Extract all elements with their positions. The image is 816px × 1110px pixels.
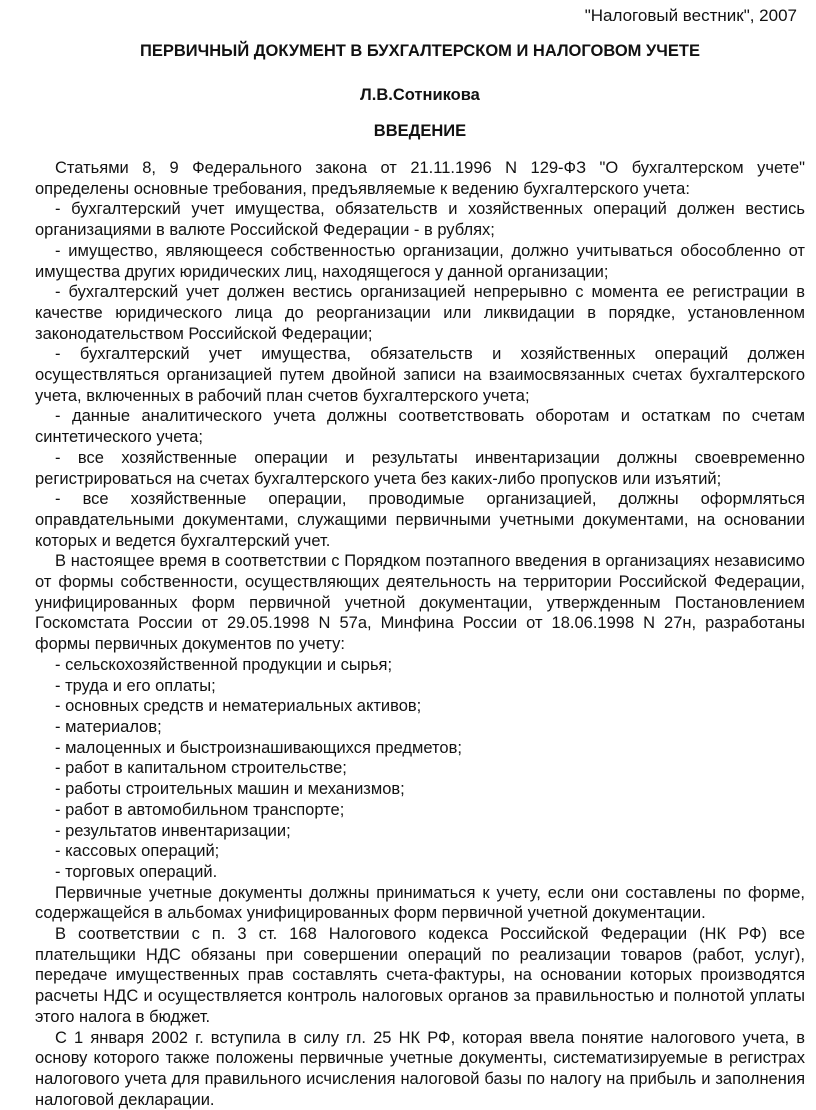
- list-item: - материалов;: [55, 717, 162, 736]
- list-item: - все хозяйственные операции, проводимые организацией, должны оформляться оправдательными документами, служащими первичными учетными документами, на основании которых и ведется бухгалтерский учет.: [35, 490, 805, 550]
- list-item: - бухгалтерский учет имущества, обязательств и хозяйственных операций должен вестись организациями в валюте Российской Федерации - в рублях;: [35, 200, 805, 240]
- list-item: - торговых операций.: [55, 862, 218, 881]
- paragraph: Первичные учетные документы должны приниматься к учету, если они составлены по форме, содержащейся в альбомах унифицированных форм первичной учетной документации.: [35, 883, 805, 923]
- list-item: - работы строительных машин и механизмов;: [55, 780, 405, 799]
- author-name: Л.В.Сотникова: [360, 86, 480, 104]
- list-item: - результатов инвентаризации;: [55, 821, 291, 840]
- list-item: - кассовых операций;: [55, 842, 220, 861]
- list-item: - данные аналитического учета должны соответствовать оборотам и остаткам по счетам синтетического учета;: [35, 407, 805, 447]
- article-title: ПЕРВИЧНЫЙ ДОКУМЕНТ В БУХГАЛТЕРСКОМ И НАЛОГОВОМ УЧЕТЕ: [140, 42, 700, 60]
- list-item: - работ в автомобильном транспорте;: [55, 800, 345, 819]
- list-item: - основных средств и нематериальных активов;: [55, 697, 422, 716]
- article-body: [35, 158, 805, 1110]
- list-item: - малоценных и быстроизнашивающихся предметов;: [55, 738, 462, 757]
- paragraph: С 1 января 2002 г. вступила в силу гл. 25 НК РФ, которая ввела понятие налогового учета, в основу которого также положены первичные учетные документы, систематизируемые в регистрах налогового учета для правильного исчисления налоговой базы по налогу на прибыль и заполнения налоговой декларации.: [35, 1028, 805, 1109]
- list-item: - бухгалтерский учет имущества, обязательств и хозяйственных операций должен осуществляться организацией путем двойной записи на взаимосвязанных счетах бухгалтерского учета, включенных в рабочий план счетов бухгалтерского учета;: [35, 345, 805, 405]
- list-item: - сельскохозяйственной продукции и сырья;: [55, 655, 393, 674]
- list-item: - бухгалтерский учет должен вестись организацией непрерывно с момента ее регистрации в качестве юридического лица до реорганизации или ликвидации в порядке, установленном законодательством Российской Федерации;: [35, 283, 805, 343]
- paragraph: В соответствии с п. 3 ст. 168 Налогового кодекса Российской Федерации (НК РФ) все плательщики НДС обязаны при совершении операций по реализации товаров (работ, услуг), передаче имущественных прав составлять счета-фактуры, на основании которых производятся расчеты НДС и осуществляется контроль налоговых органов за правильностью и полнотой уплаты этого налога в бюджет.: [35, 925, 805, 1026]
- list-item: - имущество, являющееся собственностью организации, должно учитываться обособленно от имущества других юридических лиц, находящегося у данной организации;: [35, 241, 805, 281]
- source-line: "Налоговый вестник", 2007: [584, 6, 797, 25]
- list-item: - работ в капитальном строительстве;: [55, 759, 347, 778]
- paragraph: В настоящее время в соответствии с Порядком поэтапного введения в организациях независимо от формы собственности, осуществляющих деятельность на территории Российской Федерации, унифицированных форм первичной учетной документации, утвержденным Постановлением Госкомстата России от 29.05.1998 N 57а, Минфина России от 18.06.1998 N 27н, разработаны формы первичных документов по учету:: [35, 552, 805, 654]
- list-item: - труда и его оплаты;: [55, 676, 216, 695]
- paragraph: Статьями 8, 9 Федерального закона от 21.11.1996 N 129-ФЗ "О бухгалтерском учете" определены основные требования, предъявляемые к ведению бухгалтерского учета:: [35, 159, 805, 198]
- section-heading: ВВЕДЕНИЕ: [373, 122, 467, 140]
- list-item: - все хозяйственные операции и результаты инвентаризации должны своевременно регистрироваться на счетах бухгалтерского учета без каких-либо пропусков или изъятий;: [35, 448, 805, 488]
